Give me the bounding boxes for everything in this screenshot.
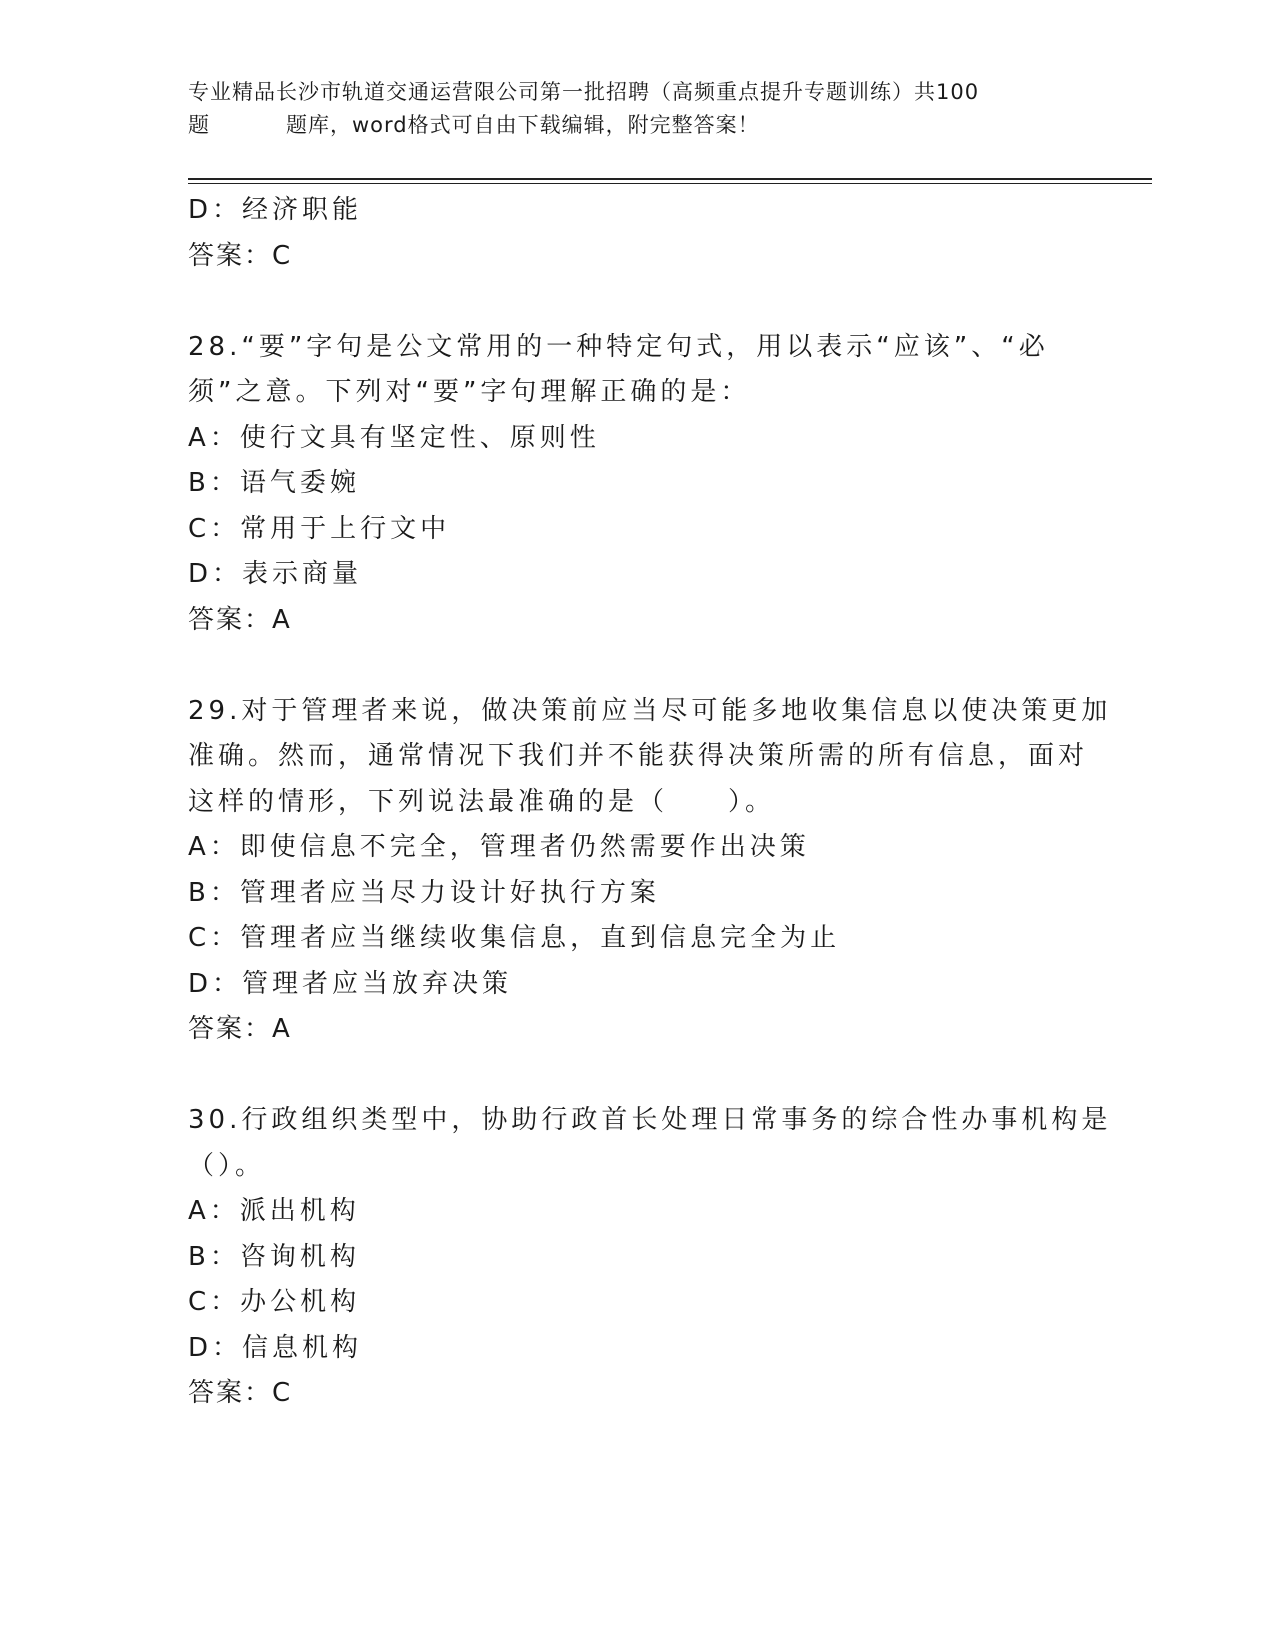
option-a: A：派出机构	[188, 1196, 360, 1226]
question-stem-line: 28.“要”字句是公文常用的一种特定句式，用以表示“应该”、“必	[188, 331, 1049, 362]
header-title-line2-end: 题库，word格式可自由下载编辑，附完整答案！	[286, 113, 760, 137]
question-27-tail	[188, 188, 1088, 279]
question-spacer	[188, 1053, 1088, 1099]
header-divider-thick	[188, 178, 1152, 180]
answer-line: 答案：C	[188, 240, 293, 271]
option-c: C：管理者应当继续收集信息，直到信息完全为止	[188, 923, 841, 953]
answer-line: 答案：A	[188, 604, 292, 635]
answer-line: 答案：C	[188, 1378, 293, 1408]
header-title-line1: 专业精品长沙市轨道交通运营限公司第一批招聘（高频重点提升专题训练）共100	[188, 80, 980, 104]
question-stem-line: 这样的情形，下列说法最准确的是（ ）。	[188, 786, 776, 817]
option-d: D：信息机构	[188, 1332, 363, 1363]
question-stem-line: 准确。然而，通常情况下我们并不能获得决策所需的所有信息，面对	[188, 741, 1089, 771]
question-spacer	[188, 643, 1088, 689]
option-a: A：即使信息不完全，管理者仍然需要作出决策	[188, 832, 810, 862]
option-c: C：常用于上行文中	[188, 513, 451, 544]
answer-line: 答案：A	[188, 1014, 292, 1044]
question-content	[188, 188, 1112, 1417]
option-a: A：使行文具有坚定性、原则性	[188, 422, 600, 453]
option-b: B：管理者应当尽力设计好执行方案	[188, 877, 660, 908]
question-28	[188, 325, 1088, 644]
option-b: B：咨询机构	[188, 1241, 360, 1272]
option-d: D：经济职能	[188, 195, 363, 225]
question-spacer	[188, 279, 1088, 325]
question-stem-line: （）。	[188, 1150, 266, 1181]
option-b: B：语气委婉	[188, 468, 360, 498]
question-stem-line: 30.行政组织类型中，协助行政首长处理日常事务的综合性办事机构是	[188, 1105, 1112, 1135]
option-d: D：管理者应当放弃决策	[188, 968, 513, 999]
question-stem-line: 须”之意。下列对“要”字句理解正确的是：	[188, 377, 751, 407]
header-divider-thin	[188, 183, 1152, 184]
header-title-line2	[188, 109, 1088, 142]
option-d: D：表示商量	[188, 559, 363, 589]
question-29	[188, 689, 1112, 1053]
question-30	[188, 1098, 1112, 1417]
header-title-line2-start: 题	[188, 113, 210, 137]
option-c: C：办公机构	[188, 1287, 361, 1317]
page-header	[188, 76, 1088, 142]
question-stem-line: 29.对于管理者来说，做决策前应当尽可能多地收集信息以使决策更加	[188, 695, 1112, 726]
